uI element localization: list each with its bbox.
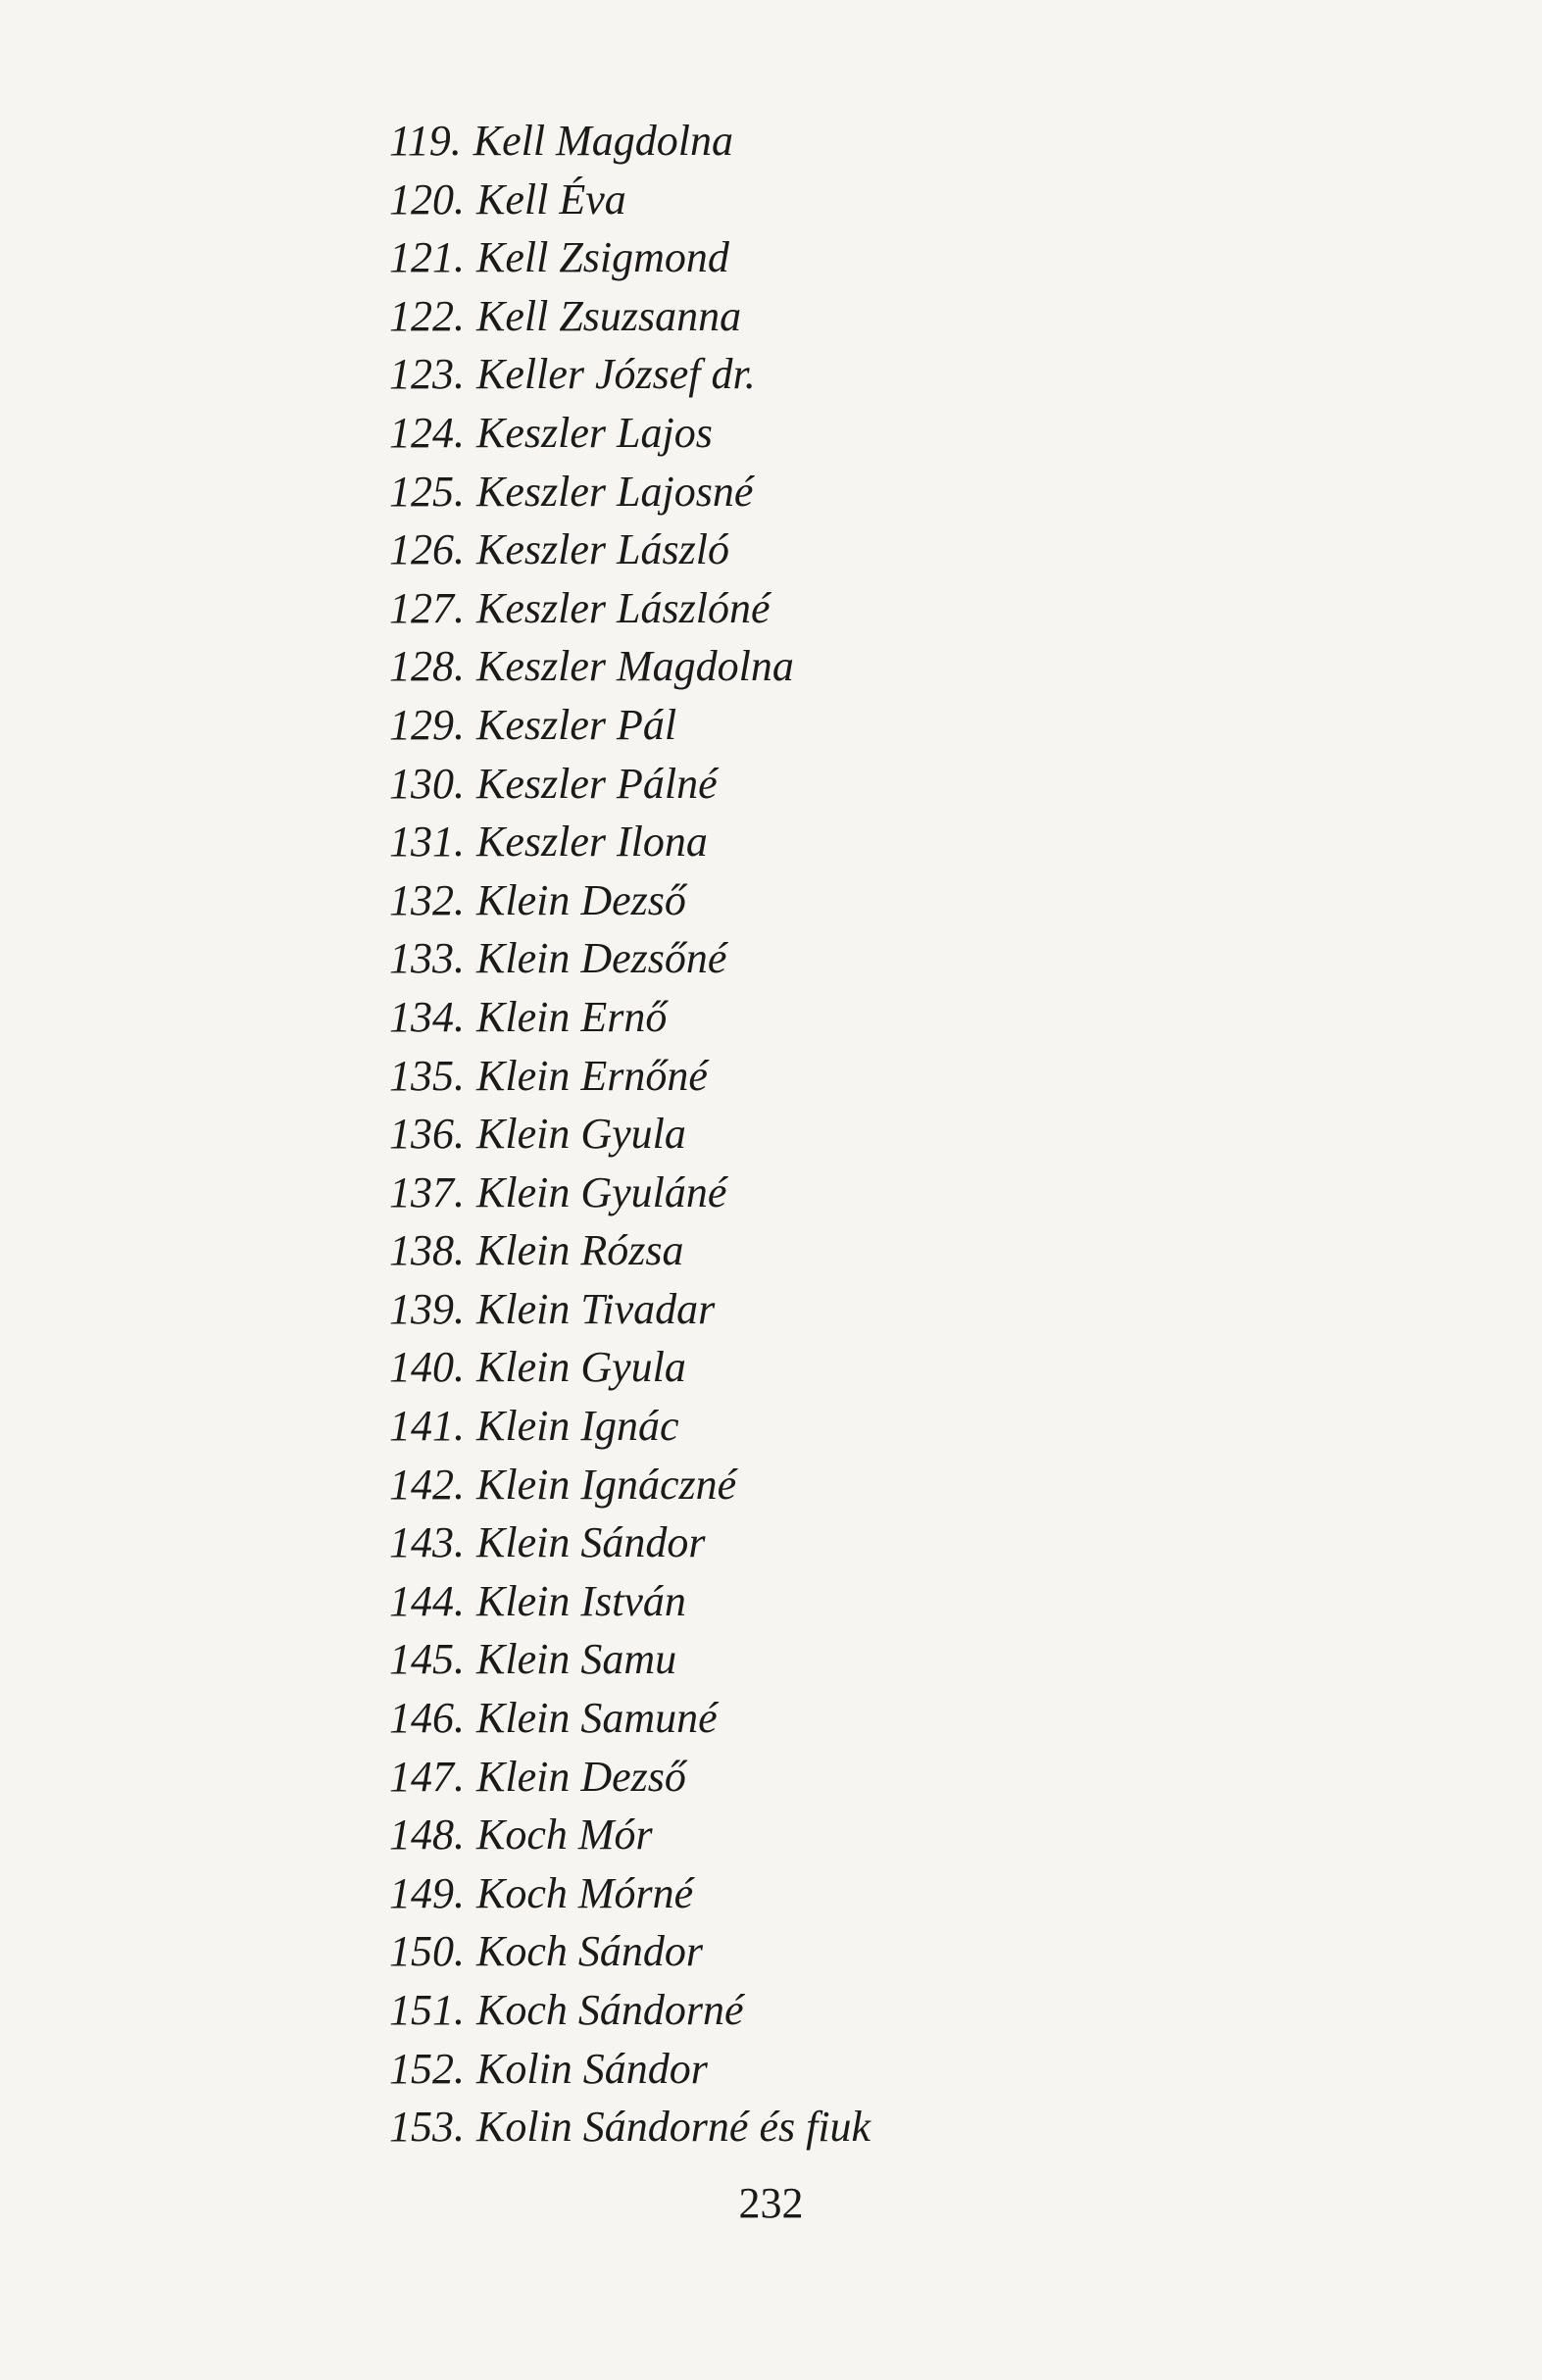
entry-number: 134.	[389, 992, 465, 1041]
entry-name: Kell Zsuzsanna	[476, 291, 742, 340]
entry-name: Keszler Pál	[476, 700, 677, 749]
list-item	[389, 1572, 870, 1631]
entry-name: Keller József dr.	[476, 350, 756, 399]
list-item	[389, 988, 870, 1047]
entry-name: Keszler Lajosné	[476, 467, 754, 516]
list-item	[389, 813, 870, 871]
entry-name: Klein Dezső	[476, 1752, 686, 1801]
entry-name: Klein Samu	[476, 1635, 677, 1684]
entry-number: 135.	[389, 1051, 465, 1100]
entry-name: Keszler Magdolna	[476, 642, 794, 691]
entry-name: Klein Tivadar	[476, 1284, 716, 1333]
list-item	[389, 2040, 870, 2099]
list-item	[389, 404, 870, 463]
list-item	[389, 755, 870, 814]
entry-number: 136.	[389, 1110, 465, 1159]
entry-name: Klein Ernő	[476, 992, 668, 1041]
list-item	[389, 345, 870, 404]
entry-number: 125.	[389, 467, 465, 516]
list-item	[389, 1164, 870, 1222]
entry-number: 119.	[389, 117, 462, 165]
entry-name: Koch Sándorné	[476, 1986, 744, 2034]
entry-number: 120.	[389, 174, 465, 223]
list-item	[389, 871, 870, 930]
entry-number: 142.	[389, 1460, 465, 1509]
entry-number: 131.	[389, 818, 465, 867]
list-item	[389, 1922, 870, 1981]
entry-number: 153.	[389, 2103, 465, 2152]
list-item	[389, 637, 870, 696]
entry-number: 133.	[389, 934, 465, 983]
entry-name: Klein István	[476, 1576, 686, 1625]
entry-name: Koch Mórné	[476, 1868, 694, 1917]
entry-name: Klein Ignác	[476, 1402, 679, 1451]
entry-number: 124.	[389, 408, 465, 457]
entry-number: 122.	[389, 291, 465, 340]
entry-number: 151.	[389, 1986, 465, 2034]
list-item	[389, 2098, 870, 2157]
list-item	[389, 171, 870, 229]
entry-number: 137.	[389, 1167, 465, 1216]
list-item	[389, 521, 870, 579]
list-item	[389, 1630, 870, 1689]
entry-number: 129.	[389, 700, 465, 749]
list-item	[389, 1105, 870, 1164]
entry-number: 149.	[389, 1868, 465, 1917]
list-item	[389, 1513, 870, 1572]
entry-number: 138.	[389, 1226, 465, 1275]
entry-number: 148.	[389, 1810, 465, 1859]
list-item	[389, 287, 870, 346]
list-item	[389, 696, 870, 755]
entry-name: Keszler Lajos	[476, 408, 713, 457]
entry-name: Klein Dezső	[476, 875, 686, 924]
list-item	[389, 1397, 870, 1456]
list-item	[389, 929, 870, 988]
entry-name: Klein Ernőné	[476, 1051, 708, 1100]
entry-number: 121.	[389, 233, 465, 282]
entry-name: Klein Gyula	[476, 1343, 686, 1392]
list-item	[389, 1456, 870, 1514]
entry-number: 139.	[389, 1284, 465, 1333]
list-item	[389, 1221, 870, 1280]
entry-name: Keszler Ilona	[476, 818, 708, 867]
entry-number: 141.	[389, 1402, 465, 1451]
entry-name: Kolin Sándorné és fiuk	[476, 2103, 871, 2152]
name-list	[389, 112, 870, 2157]
entry-name: Kolin Sándor	[476, 2044, 708, 2093]
entry-name: Klein Samuné	[476, 1694, 718, 1743]
entry-number: 126.	[389, 525, 465, 574]
entry-number: 144.	[389, 1576, 465, 1625]
list-item	[389, 228, 870, 287]
entry-name: Kell Éva	[476, 174, 626, 223]
entry-name: Kell Magdolna	[473, 117, 733, 165]
entry-number: 145.	[389, 1635, 465, 1684]
list-item	[389, 1047, 870, 1106]
list-item	[389, 1748, 870, 1807]
entry-number: 132.	[389, 875, 465, 924]
list-item	[389, 1280, 870, 1339]
entry-name: Klein Sándor	[476, 1518, 706, 1567]
entry-number: 128.	[389, 642, 465, 691]
entry-name: Klein Ignáczné	[476, 1460, 737, 1509]
list-item	[389, 463, 870, 521]
list-item	[389, 1806, 870, 1864]
entry-number: 147.	[389, 1752, 465, 1801]
entry-name: Kell Zsigmond	[476, 233, 729, 282]
list-item	[389, 1864, 870, 1923]
list-item	[389, 1689, 870, 1748]
entry-number: 123.	[389, 350, 465, 399]
entry-name: Keszler László	[476, 525, 729, 574]
entry-number: 140.	[389, 1343, 465, 1392]
list-item	[389, 1338, 870, 1397]
entry-number: 146.	[389, 1694, 465, 1743]
entry-number: 127.	[389, 583, 465, 632]
entry-name: Keszler Pálné	[476, 759, 718, 808]
page-number: 232	[738, 2179, 804, 2227]
entry-number: 143.	[389, 1518, 465, 1567]
entry-name: Klein Rózsa	[476, 1226, 684, 1275]
entry-name: Keszler Lászlóné	[476, 583, 771, 632]
entry-name: Koch Sándor	[476, 1927, 703, 1976]
entry-number: 130.	[389, 759, 465, 808]
entry-number: 152.	[389, 2044, 465, 2093]
entry-number: 150.	[389, 1927, 465, 1976]
entry-name: Klein Gyuláné	[476, 1167, 727, 1216]
entry-name: Klein Gyula	[476, 1110, 686, 1159]
entry-name: Klein Dezsőné	[476, 934, 727, 983]
list-item	[389, 1981, 870, 2040]
list-item	[389, 112, 870, 171]
entry-name: Koch Mór	[476, 1810, 653, 1859]
list-item	[389, 579, 870, 638]
